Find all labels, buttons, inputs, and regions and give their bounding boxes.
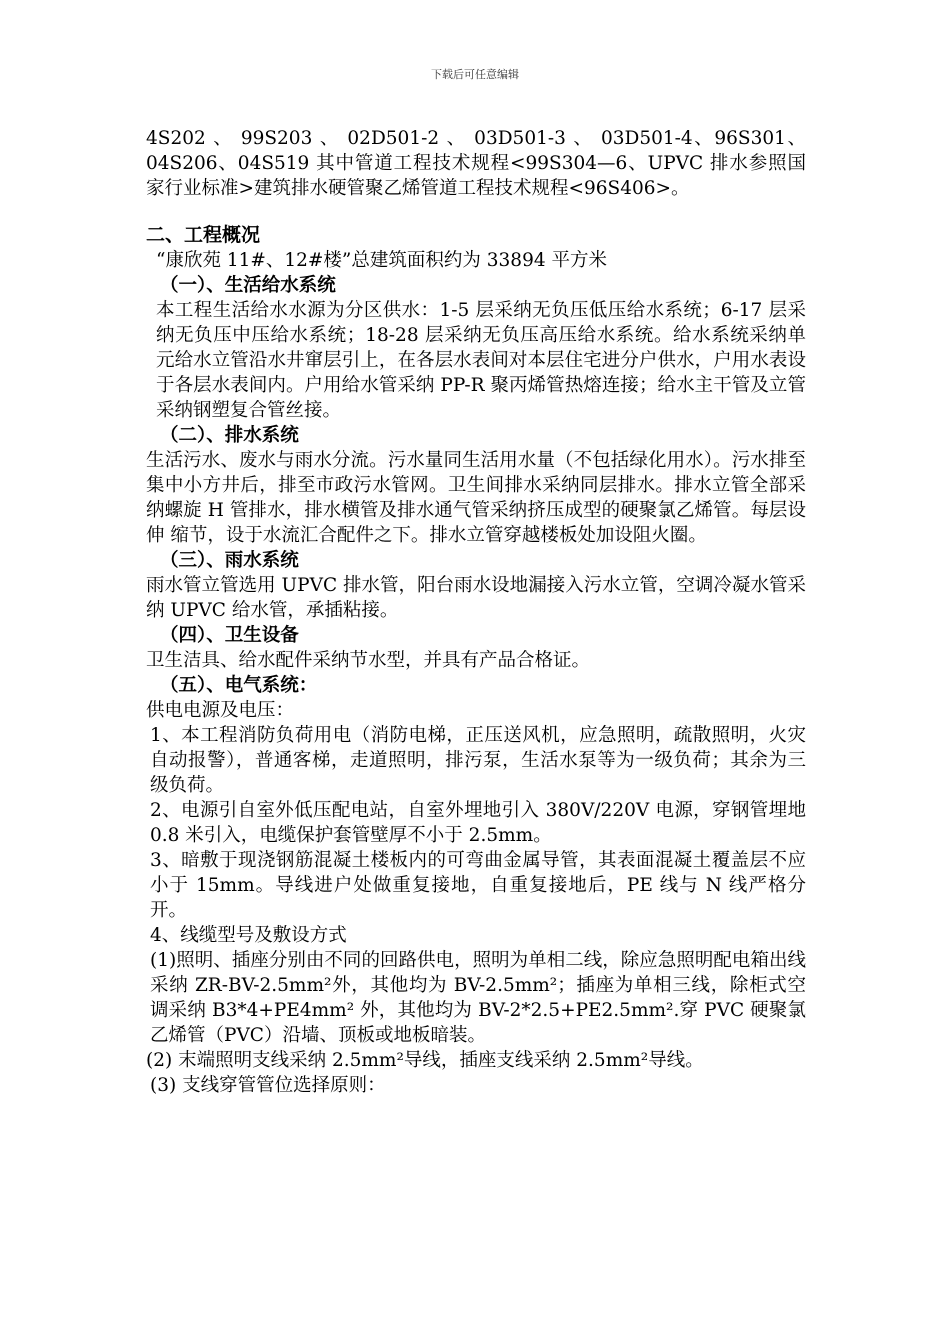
subheading-rain: （三）、雨水系统 — [160, 550, 299, 571]
subheading-electric: （五）、电气系统： — [160, 675, 318, 696]
electric-item-3: 3、暗敷于现浇钢筋混凝土楼板内的可弯曲金属导管，其表面混凝土覆盖层不应小于 15mm。导线进户处做重复接地，自重复接地后，PE 线与 N 线严格分开。 — [150, 850, 806, 921]
sanitary-paragraph: 卫生洁具、给水配件采纳节水型，并具有产品合格证。 — [146, 650, 591, 671]
electric-item-4-1: (1)照明、插座分别由不同的回路供电，照明为单相二线，除应急照明配电箱出线采纳 ZR-BV-2.5mm²外，其他均为 BV-2.5mm²；插座为单相三线，除柜式空调采纳 B3*4+PE4mm² 外，其他均为 BV-2*2.5+PE2.5mm².穿 PVC 硬聚氯乙烯管（PVC）沿墙、顶板或地板暗装。 — [150, 950, 806, 1046]
drainage-paragraph: 生活污水、废水与雨水分流。污水量同生活用水量（不包括绿化用水）。污水排至集中小方井后，排至市政污水管网。卫生间排水采纳同层排水。排水立管全部采纳螺旋 H 管排水，排水横管及排水通气管采纳挤压成型的硬聚氯乙烯管。每层设伸 缩节，设于水流汇合配件之下。排水立管穿越楼板处加设阻火圈。 — [146, 450, 806, 546]
document-body — [146, 126, 806, 1098]
electric-item-4: 4、线缆型号及敷设方式 — [150, 925, 347, 946]
subheading-sanitary: （四）、卫生设备 — [160, 625, 299, 646]
rain-paragraph: 雨水管立管选用 UPVC 排水管，阳台雨水设地漏接入污水立管，空调冷凝水管采纳 UPVC 给水管，承插粘接。 — [146, 575, 806, 621]
power-title: 供电电源及电压： — [146, 700, 295, 721]
water-supply-paragraph: 本工程生活给水水源为分区供水：1-5 层采纳无负压低压给水系统；6-17 层采纳无负压中压给水系统；18-28 层采纳无负压高压给水系统。给水系统采纳单元给水立管沿水井窜层引上，在各层水表间对本层住宅进分户供水，户用水表设于各层水表间内。户用给水管采纳 PP-R 聚丙烯管热熔连接；给水主干管及立管采纳钢塑复合管丝接。 — [156, 300, 806, 421]
electric-item-4-3: (3) 支线穿管管位选择原则： — [150, 1075, 386, 1096]
page-header: 下载后可任意编辑 — [431, 68, 519, 81]
area-paragraph: “康欣苑 11#、12#楼”总建筑面积约为 33894 平方米 — [156, 250, 607, 271]
section-heading-overview: 二、工程概况 — [146, 224, 261, 246]
subheading-water-supply: （一）、生活给水系统 — [160, 275, 336, 296]
electric-item-1: 1、本工程消防负荷用电（消防电梯，正压送风机，应急照明，疏散照明，火灾自动报警），普通客梯，走道照明，排污泵，生活水泵等为一级负荷；其余为三级负荷。 — [150, 725, 806, 796]
electric-item-4-2: (2) 末端照明支线采纳 2.5mm²导线，插座支线采纳 2.5mm²导线。 — [146, 1050, 704, 1071]
subheading-drainage: （二）、排水系统 — [160, 425, 299, 446]
electric-item-2: 2、电源引自室外低压配电站，自室外埋地引入 380V/220V 电源，穿钢管埋地 0.8 米引入，电缆保护套管壁厚不小于 2.5mm。 — [150, 800, 806, 846]
standards-paragraph: 4S202 、 99S203 、 02D501-2 、 03D501-3 、 03D501-4、96S301、04S206、04S519 其中管道工程技术规程<99S304—6、UPVC 排水参照国家行业标准>建筑排水硬管聚乙烯管道工程技术规程<96S406>。 — [146, 128, 806, 199]
